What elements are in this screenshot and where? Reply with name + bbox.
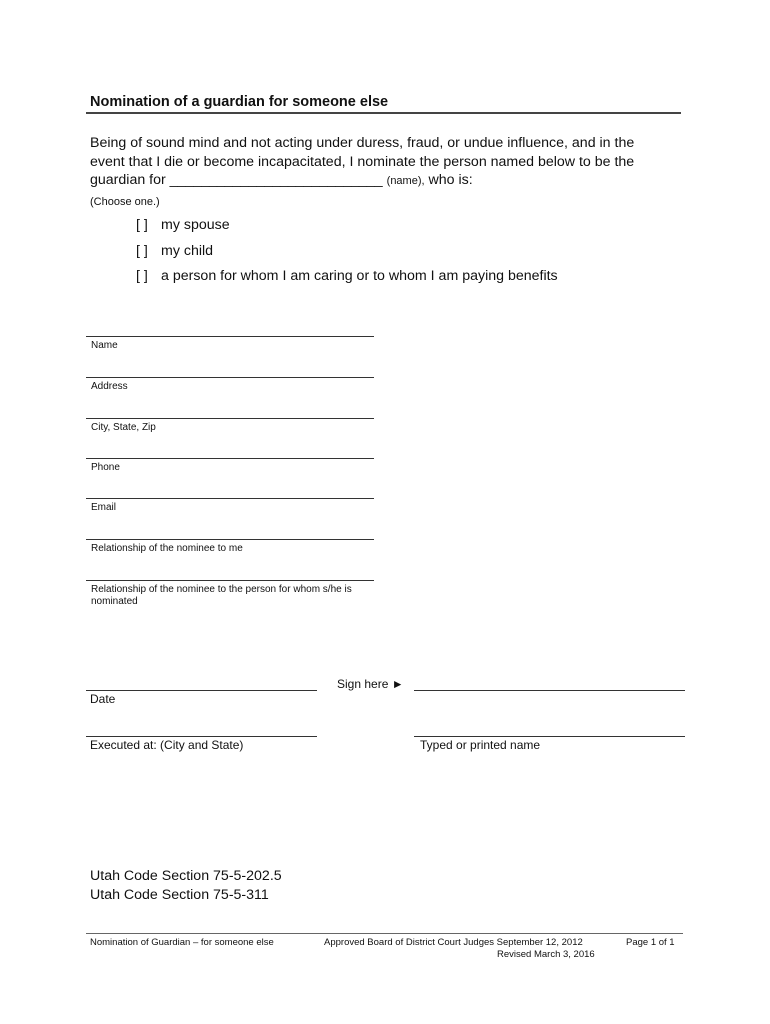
date-label: Date <box>90 692 116 706</box>
footer-approved: Approved Board of District Court Judges September 12, 2012 <box>324 937 583 948</box>
sign-here-label: Sign here ► <box>337 677 404 691</box>
title-divider <box>86 112 681 114</box>
date-line[interactable] <box>86 690 317 691</box>
relationship-to-me-label: Relationship of the nominee to me <box>91 543 243 554</box>
nominee-phone-label: Phone <box>91 462 120 473</box>
choice-dependent[interactable] <box>136 268 558 284</box>
code-section-2: Utah Code Section 75-5-311 <box>90 887 269 903</box>
choose-instruction: (Choose one.) <box>90 196 160 208</box>
signature-line[interactable] <box>414 690 685 691</box>
relationship-to-me-field[interactable] <box>86 539 374 555</box>
footer-revised: Revised March 3, 2016 <box>497 949 595 960</box>
executed-at-line[interactable] <box>86 736 317 737</box>
nominee-name-line[interactable] <box>86 336 374 337</box>
relationship-to-ward-label: Relationship of the nominee to the person for whom s/he is nominated <box>91 584 352 607</box>
nominee-city-label: City, State, Zip <box>91 422 156 433</box>
name-hint: (name), <box>386 175 425 187</box>
intro-line-1: Being of sound mind and not acting under duress, fraud, or undue influence, and in the <box>90 135 635 151</box>
nominee-address-field[interactable] <box>86 377 374 393</box>
footer-form-name: Nomination of Guardian – for someone else <box>90 937 274 948</box>
choice-label-spouse: my spouse <box>161 217 230 233</box>
nominee-email-label: Email <box>91 502 117 513</box>
typed-name-line[interactable] <box>414 736 685 737</box>
code-section-1: Utah Code Section 75-5-202.5 <box>90 868 282 884</box>
footer-divider <box>86 933 683 934</box>
choice-label-child: my child <box>161 243 214 259</box>
nominee-city-field[interactable] <box>86 418 374 434</box>
executed-at-label: Executed at: (City and State) <box>90 738 244 752</box>
checkbox-child[interactable]: [ ] <box>136 243 148 259</box>
nominee-phone-line[interactable] <box>86 458 374 459</box>
intro-paragraph <box>90 134 680 191</box>
relationship-to-ward-line[interactable] <box>86 580 374 581</box>
nominee-name-field[interactable] <box>86 336 374 352</box>
nominee-name-label: Name <box>91 340 118 351</box>
form-title: Nomination of a guardian for someone else <box>90 94 389 110</box>
typed-name-label: Typed or printed name <box>420 738 541 752</box>
checkbox-dependent[interactable]: [ ] <box>136 268 148 284</box>
choice-child[interactable] <box>136 243 213 259</box>
nominee-address-label: Address <box>91 381 128 392</box>
footer-page-number: Page 1 of 1 <box>626 937 675 948</box>
ward-name-blank[interactable]: guardian for ___________________________ <box>90 172 383 188</box>
nominee-city-line[interactable] <box>86 418 374 419</box>
nominee-phone-field[interactable] <box>86 458 374 474</box>
checkbox-spouse[interactable]: [ ] <box>136 217 148 233</box>
relationship-to-ward-field[interactable] <box>86 580 374 608</box>
relationship-to-me-line[interactable] <box>86 539 374 540</box>
nominee-email-line[interactable] <box>86 498 374 499</box>
nominee-email-field[interactable] <box>86 498 374 514</box>
intro-line-3 <box>90 171 680 191</box>
choice-label-dependent: a person for whom I am caring or to whom I am paying benefits <box>161 268 558 284</box>
intro-line-3-end: who is: <box>428 172 473 188</box>
nominee-address-line[interactable] <box>86 377 374 378</box>
choice-spouse[interactable] <box>136 217 230 233</box>
intro-line-2: event that I die or become incapacitated, I nominate the person named below to be the <box>90 153 635 170</box>
